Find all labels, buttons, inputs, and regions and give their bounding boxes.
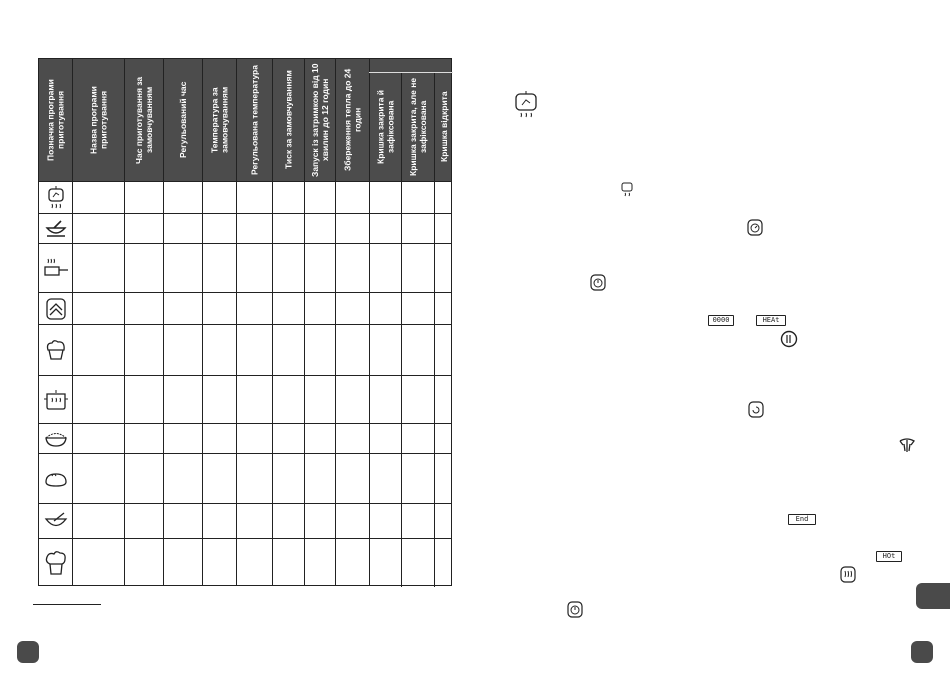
pan-steam-icon [39, 244, 73, 292]
header-lid-locked: Кришка закрита й зафіксована [375, 89, 396, 165]
keep-warm-icon [840, 565, 856, 588]
display-heat: HEAt [756, 315, 786, 326]
stew-pot-icon [39, 376, 73, 423]
steam-pot-icon [513, 90, 539, 125]
page-tab-left [17, 641, 39, 663]
header-adjustable-time: Регульований час [178, 81, 188, 159]
chef-hat-icon [39, 539, 73, 587]
timer-icon [590, 273, 606, 296]
header-default-time: Час приготування за замовчуванням [134, 76, 154, 164]
pressure-icon [898, 436, 916, 459]
bowl-spoon-icon [39, 214, 73, 243]
steam-pot-icon [39, 182, 73, 213]
timer-icon [747, 218, 763, 241]
header-delayed-start: Запуск із затримкою від 10 хвилин до 12 годин [310, 63, 330, 177]
header-adjustable-temp: Регульована температура [249, 65, 260, 175]
up-chevron-icon [39, 293, 73, 324]
dough-icon [39, 454, 73, 503]
footnote-separator [33, 604, 101, 605]
programs-table [38, 58, 452, 586]
header-program-name: Назва програми приготування [88, 86, 109, 154]
rice-bowl-icon [39, 424, 73, 453]
manual-icon [780, 330, 798, 353]
steam-pot-small-icon [621, 181, 633, 202]
section-tab [916, 583, 950, 609]
reheat-icon [748, 400, 764, 423]
header-lid-open: Кришка відкрита [439, 91, 449, 163]
whisk-bowl-icon [39, 504, 73, 538]
page-tab-right [911, 641, 933, 663]
muffin-icon [39, 325, 73, 375]
header-default-pressure: Тиск за замовчуванням [283, 70, 294, 170]
header-lid-unlocked: Кришка закрита, але не зафіксована [408, 77, 428, 177]
header-default-temp: Температура за замовчуванням [209, 86, 230, 154]
timer-icon [567, 600, 583, 623]
display-digits: 0000 [708, 315, 734, 326]
display-hot: HOt [876, 551, 902, 562]
header-program-icon: Позначка програми приготування [45, 79, 66, 161]
display-end: End [788, 514, 816, 525]
header-keep-warm: Збереження тепла до 24 годин [342, 68, 363, 172]
